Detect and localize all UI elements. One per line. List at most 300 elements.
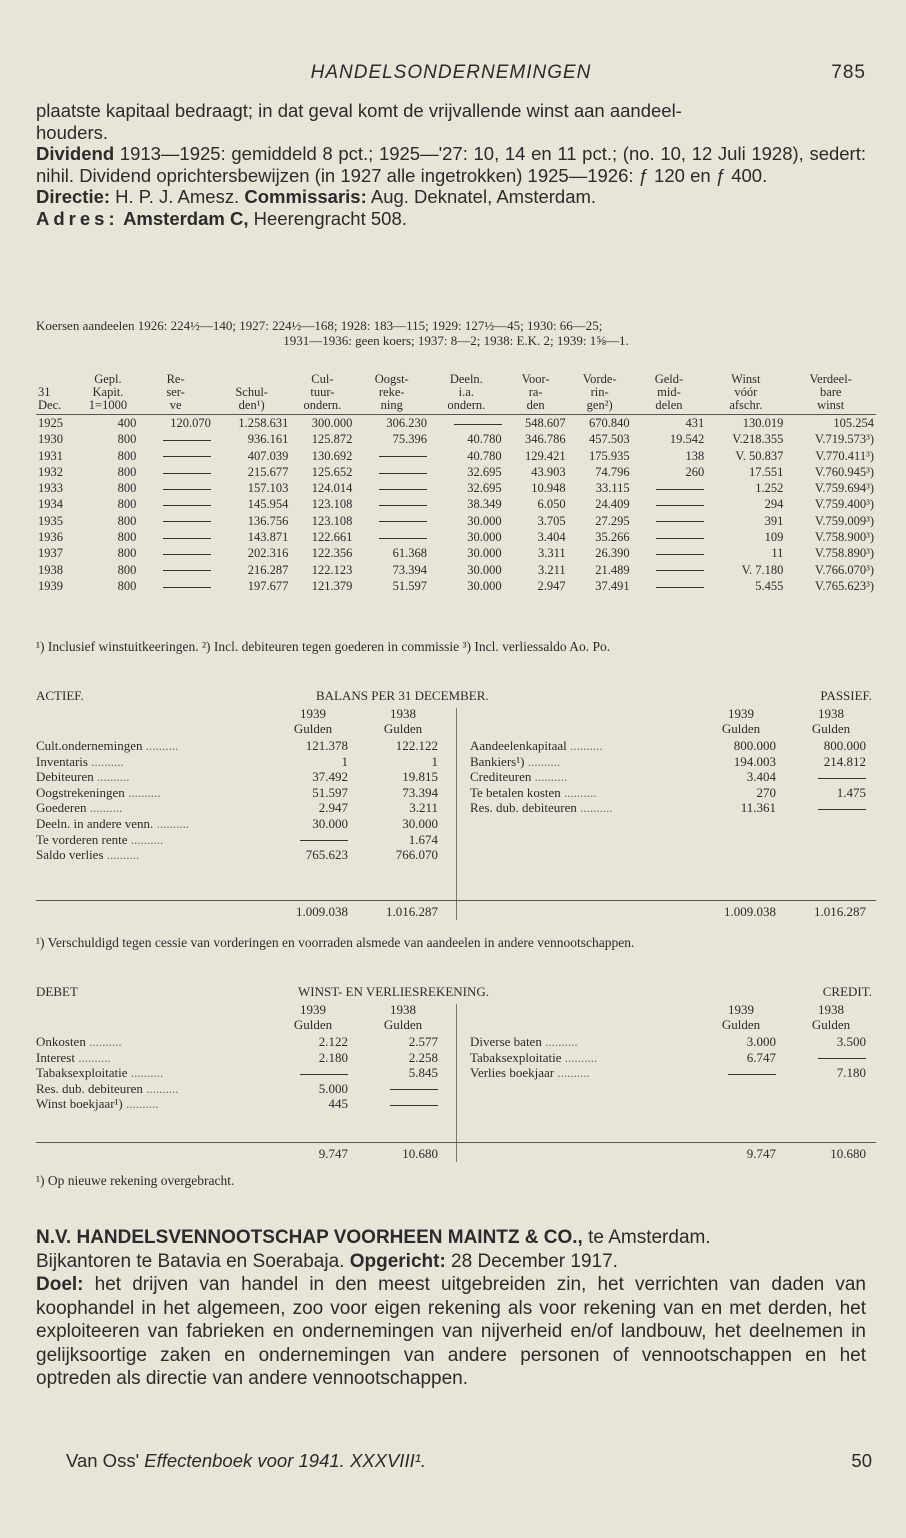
table-cell: 391 [764, 513, 784, 528]
amount: 2.577 [408, 1034, 438, 1049]
table-cell: 125.652 [311, 464, 353, 479]
table-cell: 136.756 [247, 513, 289, 528]
amount: 73.394 [402, 784, 438, 800]
footer-prefix: Van Oss' [66, 1450, 145, 1471]
row-label-text: Te vorderen rente [36, 831, 128, 847]
table-cell: 936.161 [247, 432, 289, 447]
column-header: Schul- den¹) [213, 373, 290, 415]
year-header: Gulden [383, 1017, 423, 1032]
table-cell: 1936 [38, 530, 63, 545]
year-header: 1939 [300, 1002, 326, 1017]
column-header: Vorde- rin- gen²) [568, 373, 632, 415]
row-label-text: Onkosten [36, 1034, 86, 1049]
column-header: Gepl. Kapit. 1=1000 [78, 373, 139, 415]
amount: 2.947 [318, 800, 348, 816]
table-cell [632, 480, 707, 496]
amount [358, 1096, 438, 1112]
leader-dots: .......... [122, 1096, 159, 1112]
row-label-text: Tabaksexploitatie [470, 1049, 562, 1065]
table-cell: 122.123 [311, 562, 353, 577]
table-cell: 1.258.631 [238, 416, 289, 430]
row-label [470, 785, 597, 801]
year-header: 1939 [300, 706, 326, 721]
table-cell [632, 513, 707, 529]
amount: 800.000 [733, 738, 776, 753]
table-cell: 10.948 [531, 481, 566, 496]
amount [268, 1065, 348, 1081]
table-cell: V.770.411³) [815, 448, 874, 463]
amount: 7.180 [836, 1065, 866, 1081]
leader-dots: .......... [524, 753, 561, 769]
table-cell: 800 [117, 481, 137, 496]
table-cell: 121.379 [311, 578, 353, 593]
amount: 1 [341, 753, 348, 769]
row-label [36, 1034, 122, 1050]
table-cell: 1937 [38, 546, 63, 561]
table-row [36, 562, 876, 578]
column-header: Winst vóór afschr. [706, 373, 785, 415]
company-title-line [36, 1226, 866, 1250]
dividend-label: Dividend [36, 143, 115, 164]
opgericht-label: Opgericht: [349, 1250, 446, 1272]
intro-line-2: houders. [36, 121, 108, 143]
balance-sheet [36, 688, 876, 936]
koersen-line-1: Koersen aandeelen 1926: 224½—140; 1927: 224½—168; 1928: 183—115; 1929: 127½—45; 1930: 66—25; [36, 318, 603, 333]
table-cell: 32.695 [467, 481, 502, 496]
table-cell: 300.000 [311, 416, 353, 430]
amount: 1.674 [408, 831, 438, 847]
row-label [470, 769, 567, 785]
table-cell: V.765.623³) [814, 578, 874, 593]
table-cell: 74.796 [595, 464, 630, 479]
row-label [36, 816, 189, 832]
table-cell [632, 496, 707, 512]
year-header: Gulden [811, 721, 851, 736]
actief-title: ACTIEF. [36, 688, 84, 703]
ledger-row [36, 832, 456, 848]
row-label-text: Res. dub. debiteuren [36, 1080, 143, 1096]
ledger-row [36, 1034, 456, 1050]
amount: 19.815 [402, 769, 438, 785]
koersen-line-2: 1931—1936: geen koers; 1937: 8—2; 1938: E.K. 2; 1939: 1⅝—1. [283, 333, 629, 348]
table-cell: 24.409 [595, 497, 630, 512]
column-header: Deeln. i.a. ondern. [429, 373, 504, 415]
adres-text: Heerengracht 508. [248, 207, 407, 229]
table-cell: V.760.945³) [814, 464, 874, 479]
dash [818, 778, 866, 779]
amount: 3.500 [836, 1034, 866, 1049]
table-cell: 123.108 [311, 497, 353, 512]
amount [358, 1081, 438, 1097]
table-cell: 26.390 [595, 546, 630, 561]
year-header: Gulden [721, 1017, 761, 1032]
table-cell: 1925 [38, 416, 63, 430]
amount: 194.003 [733, 753, 776, 769]
row-label [36, 1096, 159, 1112]
total-rule [36, 900, 876, 901]
table-cell: 1934 [38, 497, 63, 512]
row-label [470, 738, 602, 754]
amount: 3.000 [746, 1034, 776, 1049]
table-cell: 123.108 [311, 513, 353, 528]
table-cell: 294 [764, 497, 784, 512]
table-cell: 1933 [38, 481, 63, 496]
table-row [36, 431, 876, 447]
row-label-text: Interest [36, 1049, 75, 1065]
page-header [36, 62, 866, 86]
directie-label: Directie: [36, 186, 111, 207]
table-cell [138, 496, 213, 512]
table-cell: V.759.400³) [814, 497, 874, 512]
amount: 37.492 [312, 769, 348, 785]
table-cell: 30.000 [467, 530, 502, 545]
table-cell: 35.266 [595, 530, 630, 545]
table-cell: 51.597 [392, 578, 428, 593]
amount: 1 [431, 753, 438, 769]
year-header: 1939 [728, 1002, 754, 1017]
table-cell: 145.954 [247, 497, 289, 512]
ledger-row [36, 800, 456, 816]
table-cell [138, 562, 213, 578]
table-cell: 346.786 [525, 432, 566, 447]
dash [390, 1089, 438, 1090]
table-cell: 175.935 [589, 448, 630, 463]
table-body [36, 415, 876, 595]
balans-footnote: ¹) Verschuldigd tegen cessie van vorderingen en voorraden alsmede van aandeelen in andere vennootschappen. [36, 935, 635, 950]
amount: 2.180 [318, 1049, 348, 1065]
row-label [36, 1050, 111, 1066]
table-cell: 800 [117, 497, 137, 512]
leader-dots: .......... [531, 769, 568, 785]
doel-text: het drijven van handel in den meest uitgebreiden zin, het verrichten van daden van koophandel in het algemeen, zoo voor eigen rekening als voor rekening van en met derden, het exploiteeren van fabrieken en ondernemingen van nijverheid en/of landbouw, het deelnemen in gelijksoortige zaken en ondernemingen van andere personen of vennootschappen en het optreden als directie van andere vennootschappen. [36, 1274, 866, 1389]
leader-dots: .......... [124, 784, 161, 800]
winst-title: WINST- EN VERLIESREKENING. [298, 984, 490, 999]
ledger-row [470, 754, 890, 770]
table-cell: V.758.890³) [814, 546, 874, 561]
table-cell: 800 [117, 578, 137, 593]
row-label-text: Cult.ondernemingen [36, 738, 143, 753]
row-label [36, 769, 130, 785]
table-cell: 670.840 [589, 416, 630, 430]
ledger-row [36, 754, 456, 770]
table-cell [429, 415, 504, 432]
table-cell [354, 496, 429, 512]
column-header: Voor- ra- den [504, 373, 568, 415]
table-cell: 1932 [38, 464, 63, 479]
table-cell [354, 480, 429, 496]
amount: 51.597 [312, 784, 348, 800]
ledger-row [36, 769, 456, 785]
table-cell: 120.070 [170, 416, 211, 430]
dash [300, 1074, 348, 1075]
leader-dots: .......... [142, 1080, 179, 1096]
row-label [36, 1081, 179, 1097]
table-cell: 122.661 [311, 530, 353, 545]
year-header: Gulden [383, 721, 423, 736]
table-cell [354, 448, 429, 464]
amount [268, 832, 348, 848]
row-label [36, 847, 139, 863]
ledger-row [36, 816, 456, 832]
commissaris-text: Aug. Deknatel, Amsterdam. [366, 186, 597, 207]
table-cell: 800 [117, 530, 137, 545]
column-header: Geld- mid- delen [632, 373, 707, 415]
table-cell: 3.311 [537, 546, 566, 561]
ledger-row [470, 1050, 890, 1066]
adres-line [36, 208, 866, 230]
company-entry [36, 1226, 866, 1391]
table-cell: V.719.573³) [814, 432, 874, 447]
table-cell [632, 578, 707, 594]
leader-dots: .......... [86, 800, 123, 816]
table-cell: V.759.009³) [814, 513, 874, 528]
table-cell: 800 [117, 562, 137, 577]
table-cell: 548.607 [525, 416, 566, 430]
ledger-row [36, 1096, 456, 1112]
table-cell: 1.252 [755, 481, 784, 496]
intro-line-1: plaatste kapitaal bedraagt; in dat geval komt de vrijvallende winst aan aandeel- [36, 100, 682, 121]
ledger-row [36, 1081, 456, 1097]
column-divider [456, 1004, 457, 1162]
total-amount: 9.747 [318, 1146, 348, 1161]
total-amount: 1.016.287 [386, 904, 438, 919]
table-cell: 30.000 [467, 562, 502, 577]
table-row [36, 529, 876, 545]
row-label [36, 738, 178, 754]
table-cell: 30.000 [467, 513, 502, 528]
footer-page-number: 50 [851, 1450, 872, 1471]
row-label [36, 832, 163, 848]
table-cell: 157.103 [247, 481, 289, 496]
total-amount: 10.680 [830, 1146, 866, 1161]
row-label [36, 1065, 163, 1081]
leader-dots: .......... [554, 1065, 590, 1081]
table-cell: 3.211 [537, 562, 566, 577]
table-cell: 2.947 [537, 578, 566, 593]
table-cell: 216.287 [247, 562, 289, 577]
table-cell: 130.019 [742, 416, 784, 430]
table-header-row [36, 373, 876, 415]
year-header: Gulden [811, 1017, 851, 1032]
amount: 30.000 [402, 816, 438, 831]
amount: 765.623 [305, 847, 348, 863]
table-cell: 800 [117, 432, 137, 447]
amount: 3.211 [409, 800, 438, 816]
table-row [36, 480, 876, 496]
table-cell: 1931 [38, 448, 63, 463]
koersen-block [36, 318, 876, 348]
amount [786, 800, 866, 816]
company-location: te Amsterdam. [582, 1227, 711, 1248]
column-header: Cul- tuur- ondern. [290, 373, 354, 415]
amount: 214.812 [823, 753, 866, 769]
leader-dots: .......... [74, 1049, 111, 1065]
table-cell: 457.503 [589, 432, 630, 447]
table-cell: 6.050 [537, 497, 566, 512]
table-cell: 215.677 [247, 464, 289, 479]
amount: 3.404 [746, 769, 776, 785]
table-cell: 1938 [38, 562, 63, 577]
table-cell: 73.394 [392, 562, 428, 577]
table-row [36, 513, 876, 529]
leader-dots: .......... [85, 1034, 122, 1049]
adres-city: Amsterdam C, [118, 207, 249, 229]
table-row [36, 415, 876, 432]
amount: 2.258 [408, 1049, 438, 1065]
row-label-text: Aandeelenkapitaal [470, 738, 567, 753]
table-cell: 400 [117, 416, 137, 430]
table-cell: 40.780 [467, 432, 502, 447]
ledger-row [470, 1065, 890, 1081]
table-cell: 3.705 [537, 513, 566, 528]
table-cell: 129.421 [525, 448, 566, 463]
opgericht-text: 28 December 1917. [445, 1250, 618, 1272]
footer-book-title: Effectenboek voor 1941. XXXVIII¹. [144, 1450, 427, 1471]
table-cell: 40.780 [467, 448, 502, 463]
company-name: N.V. HANDELSVENNOOTSCHAP VOORHEEN MAINTZ & CO., [36, 1227, 583, 1248]
table-cell: V. 50.837 [735, 448, 784, 463]
row-label-text: Bankiers¹) [470, 753, 525, 769]
table-cell [632, 529, 707, 545]
amount: 1.475 [836, 784, 866, 800]
ledger-row [36, 847, 456, 863]
table-cell [138, 578, 213, 594]
table-cell [138, 545, 213, 561]
year-header: 1938 [390, 1002, 416, 1017]
table-cell: 306.230 [386, 416, 428, 430]
total-amount: 1.009.038 [724, 904, 776, 919]
year-header: Gulden [721, 721, 761, 736]
ledger-row [36, 785, 456, 801]
page-number: 785 [831, 62, 866, 83]
table-cell [138, 480, 213, 496]
row-label-text: Goederen [36, 800, 87, 816]
dividend-paragraph [36, 143, 866, 186]
ledger-row [470, 800, 890, 816]
amount: 445 [328, 1096, 348, 1112]
leader-dots: .......... [87, 753, 124, 769]
company-line-2 [36, 1250, 866, 1274]
debet-title: DEBET [36, 984, 78, 999]
table-footnote: ¹) Inclusief winstuitkeeringen. ²) Incl. debiteuren tegen goederen in commissie ³) Incl. verliessaldo Ao. Po. [36, 639, 611, 654]
total-amount: 10.680 [402, 1146, 438, 1161]
table-row [36, 448, 876, 464]
table-cell: 407.039 [247, 448, 289, 463]
table-cell [138, 431, 213, 447]
directie-line [36, 186, 866, 208]
table-row [36, 545, 876, 561]
table-cell: 800 [117, 546, 137, 561]
row-label-text: Oogstrekeningen [36, 784, 125, 800]
table-cell: 33.115 [595, 481, 630, 496]
amount: 121.378 [305, 738, 348, 753]
bijkantoren-text: Bijkantoren te Batavia en Soerabaja. [36, 1250, 350, 1272]
row-label [36, 754, 124, 770]
leader-dots: .......... [561, 1049, 598, 1065]
leader-dots: .......... [541, 1034, 578, 1049]
table-cell: 11 [771, 546, 784, 561]
leader-dots: .......... [127, 831, 164, 847]
table-cell: 1935 [38, 513, 63, 528]
table-cell: 125.872 [311, 432, 353, 447]
ledger-row [36, 1065, 456, 1081]
table-cell: 197.677 [247, 578, 289, 593]
table-row [36, 496, 876, 512]
amount: 766.070 [395, 847, 438, 863]
leader-dots: .......... [153, 816, 190, 831]
dash [818, 809, 866, 810]
table-cell: 19.542 [669, 432, 705, 447]
table-cell [138, 529, 213, 545]
table-cell: 260 [685, 464, 705, 479]
ledger-row [36, 738, 456, 754]
leader-dots: .......... [566, 738, 603, 753]
table-cell: 202.316 [247, 546, 289, 561]
amount: 5.845 [408, 1065, 438, 1081]
table-cell: 122.356 [311, 546, 353, 561]
table-cell: V.218.355 [732, 432, 784, 447]
table-row [36, 464, 876, 480]
leader-dots: .......... [93, 769, 130, 785]
ledger-row [36, 1050, 456, 1066]
row-label-text: Diverse baten [470, 1034, 542, 1049]
table-cell [632, 545, 707, 561]
amount [786, 1050, 866, 1066]
leader-dots: .......... [576, 800, 613, 816]
year-header: 1938 [390, 706, 416, 721]
commissaris-label: Commissaris: [244, 186, 367, 207]
dash [728, 1074, 776, 1075]
table-cell: 138 [685, 448, 705, 463]
ledger-row [470, 769, 890, 785]
table-cell: 21.489 [595, 562, 630, 577]
row-label-text: Saldo verlies [36, 847, 104, 863]
winst-footnote: ¹) Op nieuwe rekening overgebracht. [36, 1173, 235, 1188]
row-label-text: Verlies boekjaar [470, 1065, 555, 1081]
table-cell: 5.455 [755, 578, 784, 593]
table-cell [354, 513, 429, 529]
total-amount: 9.747 [746, 1146, 776, 1161]
table-cell: 30.000 [467, 578, 502, 593]
leader-dots: .......... [103, 847, 140, 863]
table-cell: 800 [117, 448, 137, 463]
table-cell: 1939 [38, 578, 63, 593]
year-header: 1938 [818, 706, 844, 721]
row-label-text: Res. dub. debiteuren [470, 800, 577, 816]
amount: 2.122 [318, 1034, 348, 1049]
column-header: Verdeel- bare winst [785, 373, 876, 415]
ledger-row [470, 785, 890, 801]
profit-loss-account [36, 984, 876, 1172]
row-label [470, 1034, 578, 1050]
table-cell: 3.404 [537, 530, 566, 545]
total-amount: 1.009.038 [296, 904, 348, 919]
column-header: Oogst- reke- ning [354, 373, 429, 415]
adres-label: Adres: [36, 207, 119, 229]
ledger-row [470, 738, 890, 754]
column-divider [456, 708, 457, 920]
amount: 5.000 [318, 1080, 348, 1096]
intro-text [36, 100, 866, 229]
row-label-text: Debiteuren [36, 769, 94, 785]
year-header: Gulden [293, 1017, 333, 1032]
table-cell: V.758.900³) [814, 530, 874, 545]
table-cell: 27.295 [595, 513, 630, 528]
amount: 11.361 [740, 800, 776, 816]
table-cell: 431 [685, 416, 705, 430]
running-title: HANDELSONDERNEMINGEN [310, 62, 592, 83]
table-cell: 124.014 [311, 481, 353, 496]
